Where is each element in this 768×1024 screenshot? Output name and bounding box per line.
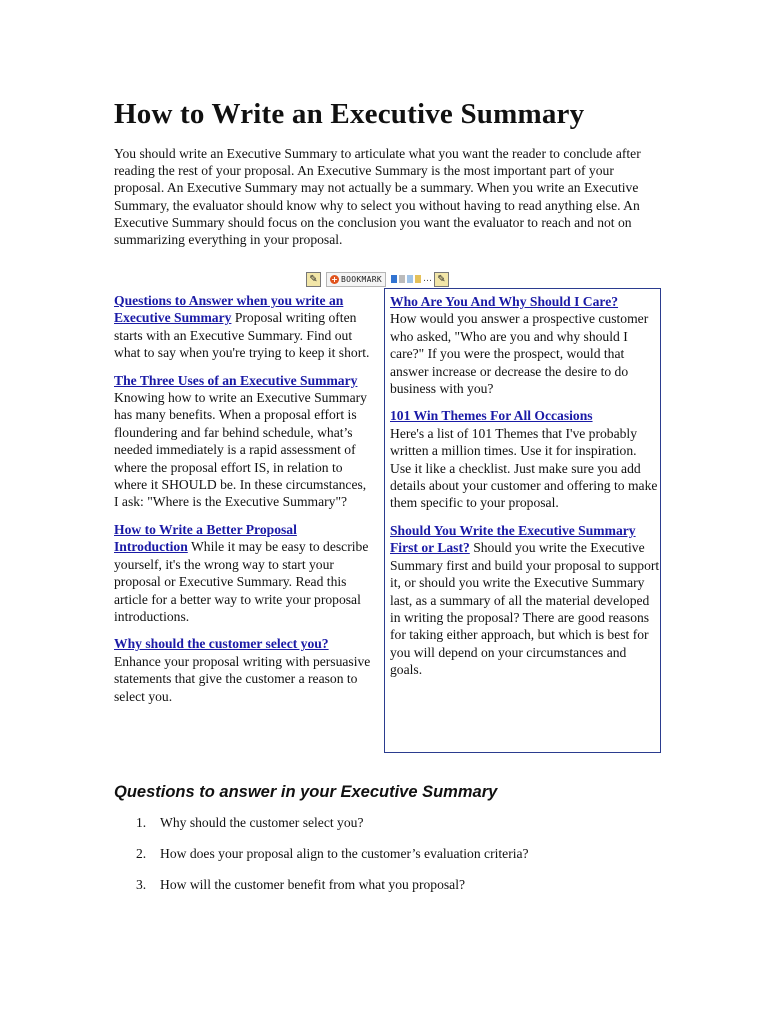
article-description: Knowing how to write an Executive Summary has many benefits. When a proposal effort is floundering and far behind schedule, what’s needed immediately is a rapid assessment of where the proposal effort IS, in relation to where it SHOULD be. In these circumstances, I ask: "Where is the Executive Summary"? (114, 390, 367, 510)
article-link[interactable]: Who Are You And Why Should I Care? (390, 294, 619, 309)
bookmark-button[interactable] (326, 272, 386, 287)
intro-paragraph: You should write an Executive Summary to articulate what you want the reader to conclude after reading the rest of your proposal. An Executive Summary is the most important part of your proposal. An Executive Summary may not actually be a summary. When you write an Executive Summary, the evaluator should know why to select you without having to read anything else. An Executive Summary should focus on the conclusion you want the evaluator to reach and not on summarizing everything in your proposal. (114, 146, 641, 248)
article-entry (390, 407, 660, 511)
article-description: Here's a list of 101 Themes that I've probably written a million times. Use it for inspiration. Use it like a checklist. Just make sure you add details about your customer and offering to make them specific to your proposal. (390, 425, 658, 511)
list-item (136, 815, 529, 846)
section-heading: Questions to answer in your Executive Summary (114, 783, 498, 801)
pencil-icon[interactable]: ✎ (434, 272, 449, 287)
list-text: How will the customer benefit from what you proposal? (160, 877, 466, 892)
list-text: How does your proposal align to the customer’s evaluation criteria? (160, 846, 529, 861)
social-icons[interactable] (391, 274, 432, 284)
article-link[interactable]: 101 Win Themes For All Occasions (390, 408, 593, 424)
article-link[interactable]: How to Write a Better Proposal Introduction (114, 521, 297, 555)
article-link[interactable]: Why should the customer select you? (114, 636, 329, 652)
list-number: 2. (136, 846, 147, 861)
related-articles-right (384, 288, 661, 753)
digg-icon[interactable] (399, 275, 405, 283)
more-icon[interactable]: … (422, 274, 432, 284)
stumble-icon[interactable] (415, 275, 421, 283)
article-link[interactable]: The Three Uses of an Executive Summary (114, 372, 358, 388)
article-entry (390, 522, 660, 679)
article-entry (114, 372, 372, 511)
article-description: Proposal writing often starts with an Executive Summary. Find out what to say when you're trying to keep it short. (114, 310, 370, 361)
related-articles-left (114, 292, 372, 715)
article-description: How would you answer a prospective customer who asked, "Who are you and why should I care?" If you were the prospect, would that answer increase or decrease the desire to do business with you? (390, 311, 649, 397)
reddit-icon[interactable] (407, 275, 413, 283)
questions-list (136, 815, 529, 908)
list-item (136, 877, 529, 908)
article-description: While it may be easy to describe yourself, it's the wrong way to start your proposal or Executive Summary. Read this article for a better way to write your proposal introductions. (114, 539, 369, 624)
article-link[interactable]: Should You Write the Executive Summary First or Last? (390, 522, 636, 556)
list-number: 1. (136, 815, 147, 830)
list-text: Why should the customer select you? (160, 815, 364, 830)
article-entry (114, 521, 372, 625)
article-entry (114, 292, 372, 362)
share-toolbar (306, 272, 449, 286)
article-link[interactable]: Questions to Answer when you write an Executive Summary (114, 293, 344, 326)
delicious-icon[interactable] (391, 275, 397, 283)
list-item (136, 846, 529, 877)
page-title: How to Write an Executive Summary (114, 98, 585, 130)
bookmark-label: BOOKMARK (341, 274, 382, 284)
pencil-icon[interactable]: ✎ (306, 272, 321, 287)
article-entry (390, 293, 660, 397)
article-description: Should you write the Executive Summary first and build your proposal to support it, or should you write the Executive Summary last, as a summary of all the material developed in writing the proposal? There are good reasons for taking either approach, but which is best for you will depend on your circumstances and goals. (390, 540, 660, 678)
article-description: Enhance your proposal writing with persuasive statements that give the customer a reason to select you. (114, 653, 371, 704)
plus-icon: + (331, 274, 338, 284)
article-entry (114, 635, 372, 705)
list-number: 3. (136, 877, 147, 892)
